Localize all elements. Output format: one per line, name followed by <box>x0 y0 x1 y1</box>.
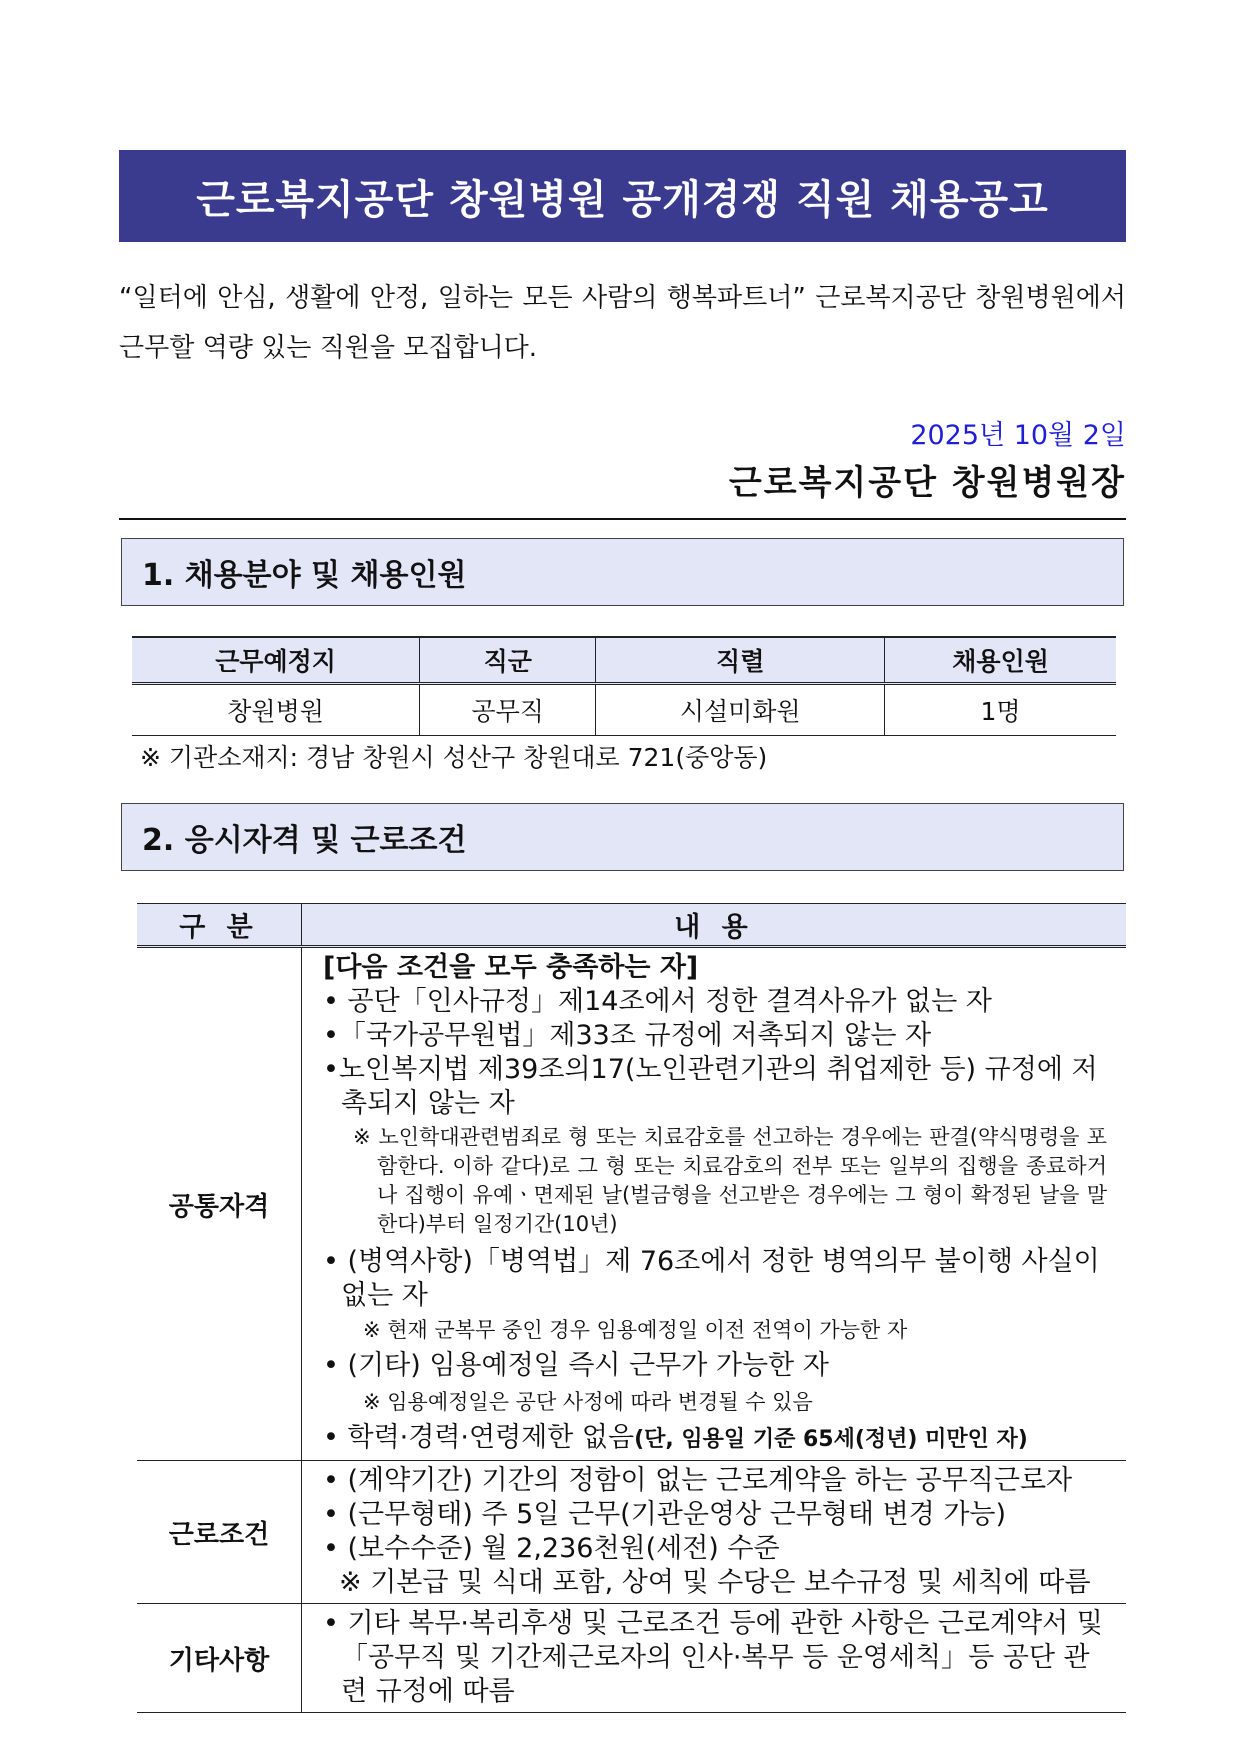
table-cell <box>302 1604 1127 1713</box>
qualifications-table <box>137 903 1126 1713</box>
row-label-common: 공통자격 <box>137 947 302 1461</box>
list-note: ※ 임용예정일은 공단 사정에 따라 변경될 수 있음 <box>363 1390 813 1414</box>
table-header: 근무예정지 <box>132 637 420 684</box>
list-item: • (병역사항)「병역법」제 76조에서 정한 병역의무 불이행 사실이 없는 자 <box>323 1246 1100 1311</box>
table-cell <box>302 947 1127 1461</box>
divider <box>119 518 1126 520</box>
table-header: 내 용 <box>302 904 1127 947</box>
table-row <box>132 684 1116 736</box>
list-item: • (계약기간) 기간의 정함이 없는 근로계약을 하는 공무직근로자 <box>323 1465 1073 1496</box>
age-limit-note: (단, 임용일 기준 65세(정년) 미만인 자) <box>634 1427 1028 1452</box>
table-header: 채용인원 <box>885 637 1116 684</box>
table-header-row <box>137 904 1126 947</box>
list-item: • (기타) 임용예정일 즉시 근무가 가능한 자 <box>323 1350 829 1381</box>
row-label-work: 근로조건 <box>137 1461 302 1604</box>
table-header: 직렬 <box>596 637 885 684</box>
list-item: • 공단「인사규정」제14조에서 정한 결격사유가 없는 자 <box>323 986 992 1017</box>
page-title: 근로복지공단 창원병원 공개경쟁 직원 채용공고 <box>119 150 1126 242</box>
section-heading-1: 1. 채용분야 및 채용인원 <box>121 538 1124 606</box>
announcement-date: 2025년 10월 2일 <box>910 420 1126 451</box>
table-cell: 창원병원 <box>132 684 420 736</box>
list-item <box>323 1421 1107 1457</box>
list-item: •「국가공무원법」제33조 규정에 저촉되지 않는 자 <box>323 1020 932 1051</box>
table-cell: 공무직 <box>420 684 596 736</box>
row-label-other: 기타사항 <box>137 1604 302 1713</box>
table-cell: 시설미화원 <box>596 684 885 736</box>
table-header: 구 분 <box>137 904 302 947</box>
intro-text: “일터에 안심, 생활에 안정, 일하는 모든 사람의 행복파트너” 근로복지공단 창원병원에서 근무할 역량 있는 직원을 모집합니다. <box>119 283 1126 363</box>
table-cell: 1명 <box>885 684 1116 736</box>
section-heading-2: 2. 응시자격 및 근로조건 <box>121 803 1124 871</box>
table-row <box>137 947 1126 1461</box>
table-row <box>137 1461 1126 1604</box>
issuer-name: 근로복지공단 창원병원장 <box>728 463 1126 503</box>
list-item: • 기타 복무·복리후생 및 근로조건 등에 관한 사항은 근로계약서 및「공무직 및 기간제근로자의 인사·복무 등 운영세칙」등 공단 관련 규정에 따름 <box>323 1608 1103 1707</box>
common-intro: [다음 조건을 모두 충족하는 자] <box>323 952 699 983</box>
list-item: • (근무형태) 주 5일 근무(기관운영상 근무형태 변경 가능) <box>323 1499 1007 1530</box>
table-header: 직군 <box>420 637 596 684</box>
list-note: ※ 노인학대관련범죄로 형 또는 치료감호를 선고하는 경우에는 판결(약식명령을 포함한다. 이하 같다)로 그 형 또는 치료감호의 전부 또는 일부의 집행을 종료하거나 집행이 유예ㆍ면제된 날(벌금형을 선고받은 경우에는 그 형이 확정된 날을 말한다)부터 일정기간(10년) <box>353 1125 1107 1236</box>
positions-table <box>132 636 1116 736</box>
list-item: •노인복지법 제39조의17(노인관련기관의 취업제한 등) 규정에 저촉되지 않는 자 <box>323 1054 1098 1119</box>
table-cell <box>302 1461 1127 1604</box>
table-header-row <box>132 637 1116 684</box>
location-note: ※ 기관소재지: 경남 창원시 성산구 창원대로 721(중앙동) <box>140 743 768 772</box>
list-item: • (보수수준) 월 2,236천원(세전) 수준 <box>323 1533 780 1564</box>
table-row <box>137 1604 1126 1713</box>
list-note: ※ 기본급 및 식대 포함, 상여 및 수당은 보수규정 및 세칙에 따름 <box>339 1567 1091 1598</box>
list-note: ※ 현재 군복무 중인 경우 임용예정일 이전 전역이 가능한 자 <box>363 1318 908 1342</box>
list-item-text: • 학력·경력·연령제한 없음 <box>323 1422 635 1453</box>
